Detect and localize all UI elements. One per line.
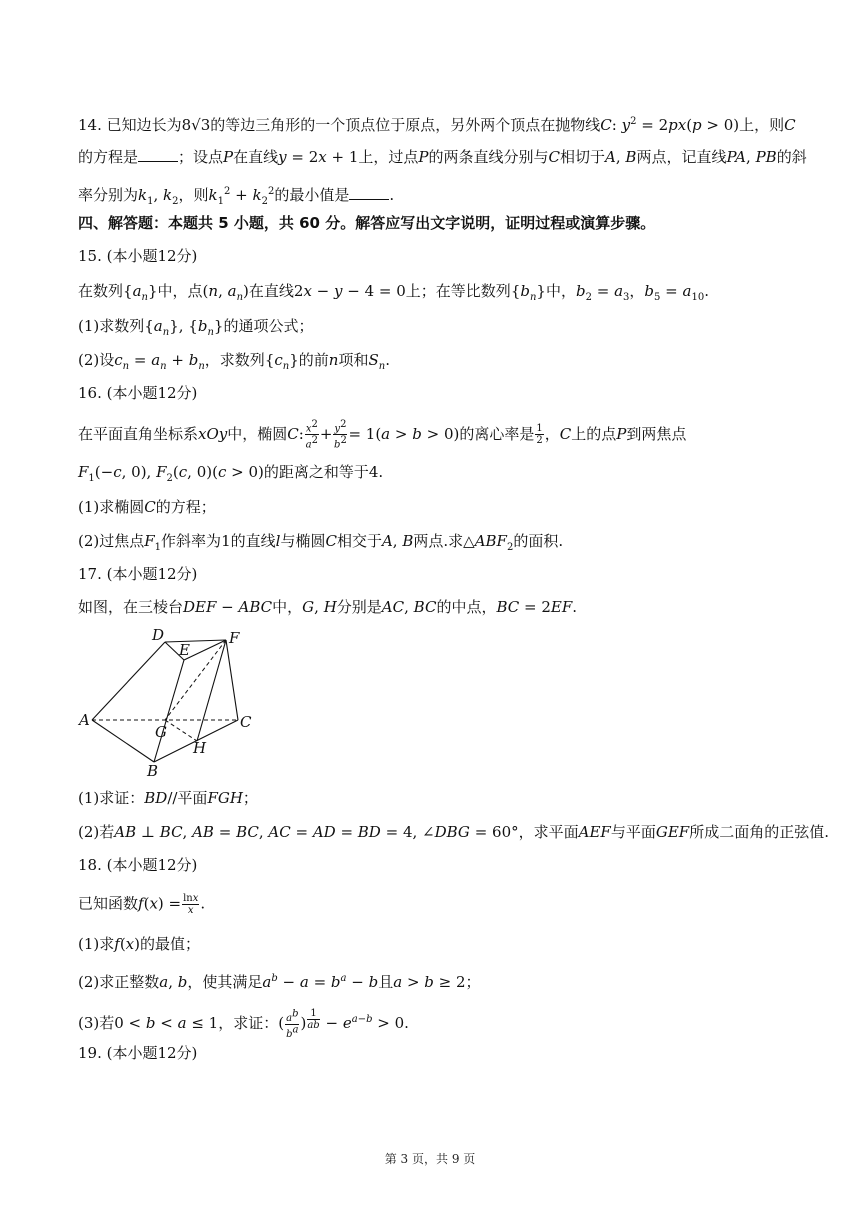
q14-line1: 14. 已知边长为8√3的等边三角形的一个顶点位于原点，另外两个顶点在抛物线C: $y^2 = 2px(p > 0)$上，则C xyxy=(78,116,796,134)
q17-part1: (1)求证：BD//平面FGH； xyxy=(78,789,258,807)
q16-part2: (2)过焦点$F_1$作斜率为1的直线l与椭圆C相交于A, B两点.求$\triangle ABF_2$的面积. xyxy=(78,532,564,553)
q16-stem: 在平面直角坐标系xOy中，椭圆C: $\frac{x^2}{a^2}$ + $\frac{y^2}{b^2}$ = 1(a > b > 0)的离心率是 $\frac{1}{2}$ ，C上的点P到两焦点 xyxy=(78,419,687,451)
fraction: 1 ab xyxy=(307,1008,320,1031)
edge-EF xyxy=(184,640,226,660)
label-C: C xyxy=(240,713,252,731)
q17-part2: (2)若AB ⊥ BC, AB = BC, AC = AD = BD = 4, ∠DBG = 60°，求平面AEF与平面GEF所成二面角的正弦值. xyxy=(78,823,829,841)
q16-title: 16. (本小题12分) xyxy=(78,384,198,402)
edge-FH xyxy=(197,640,226,741)
q18-title: 18. (本小题12分) xyxy=(78,856,198,874)
page-footer: 第 3 页，共 9 页 xyxy=(384,1152,476,1166)
q15-stem: 在数列$\{a_n\}$中，点(n, $a_n$)在直线2x − y − 4 = 0上；在等比数列$\{b_n\}$中，$b_2 = a_3$，$b_5 = a_{10}$. xyxy=(78,282,709,303)
q14-line3: 率分别为$k_1$, $k_2$，则$k_1^2 + k_2^2$的最小值是 . xyxy=(78,186,395,207)
edge-AB xyxy=(92,720,154,762)
label-A: A xyxy=(79,711,90,729)
q19-title: 19. (本小题12分) xyxy=(78,1044,198,1062)
q18-part1: (1)求f(x)的最值； xyxy=(78,935,201,953)
q15-part1: (1)求数列$\{a_n\}$, $\{b_n\}$的通项公式； xyxy=(78,317,314,338)
q18-part2: (2)求正整数a, b，使其满足$a^b - a = b^a - b$且a > b ≥ 2； xyxy=(78,973,481,991)
answer-blank xyxy=(349,185,389,200)
label-F: F xyxy=(229,629,240,647)
answer-blank xyxy=(138,147,178,162)
label-E: E xyxy=(179,641,190,659)
q15-part2: (2)设$c_n = a_n + b_n$，求数列$\{c_n\}$的前n项和$S_n$. xyxy=(78,351,390,372)
q18-part3: (3)若0 < b < a ≤ 1，求证：( $\frac{a^b}{b^a}$ ) $^{\frac{1}{ab}}$ − $e^{a-b} > 0$. xyxy=(78,1008,409,1040)
q17-stem: 如图，在三棱台DEF − ABC中，G, H分别是AC, BC的中点，BC = 2EF. xyxy=(78,598,578,616)
q17-title: 17. (本小题12分) xyxy=(78,565,198,583)
edge-GH-hidden xyxy=(165,720,197,741)
q14-line2: 的方程是 ；设点P在直线y = 2x + 1上，过点P的两条直线分别与C相切于A, B两点，记直线PA, PB的斜 xyxy=(78,148,807,166)
edge-AD xyxy=(92,642,165,720)
fraction: $\frac{1}{2}$ xyxy=(536,423,543,447)
label-G: G xyxy=(155,723,167,741)
fraction: $\frac{x^2}{a^2}$ xyxy=(305,419,318,451)
fraction: $\frac{a^b}{b^a}$ xyxy=(286,1008,299,1040)
q16-part1: (1)求椭圆C的方程； xyxy=(78,498,216,516)
label-D: D xyxy=(152,626,165,644)
q15-title: 15. (本小题12分) xyxy=(78,247,198,265)
q18-stem: 已知函数f(x) = $\frac{\ln x}{x}$ . xyxy=(78,893,206,916)
label-H: H xyxy=(193,739,207,757)
edge-EB xyxy=(154,660,184,762)
fraction: $\frac{\ln x}{x}$ xyxy=(183,893,199,916)
section-heading: 四、解答题：本题共 5 小题，共 60 分。解答应写出文字说明，证明过程或演算步骤。 xyxy=(78,214,656,232)
label-B: B xyxy=(147,762,159,776)
q16-stem-cont: $F_1(-c$, 0), $F_2(c$, 0)(c > 0)的距离之和等于4. xyxy=(78,463,384,484)
edge-DF xyxy=(165,640,226,642)
edge-FG-hidden xyxy=(165,640,226,720)
frustum-figure xyxy=(76,624,256,776)
edge-FC xyxy=(226,640,238,720)
fraction: $\frac{y^2}{b^2}$ xyxy=(334,419,347,451)
